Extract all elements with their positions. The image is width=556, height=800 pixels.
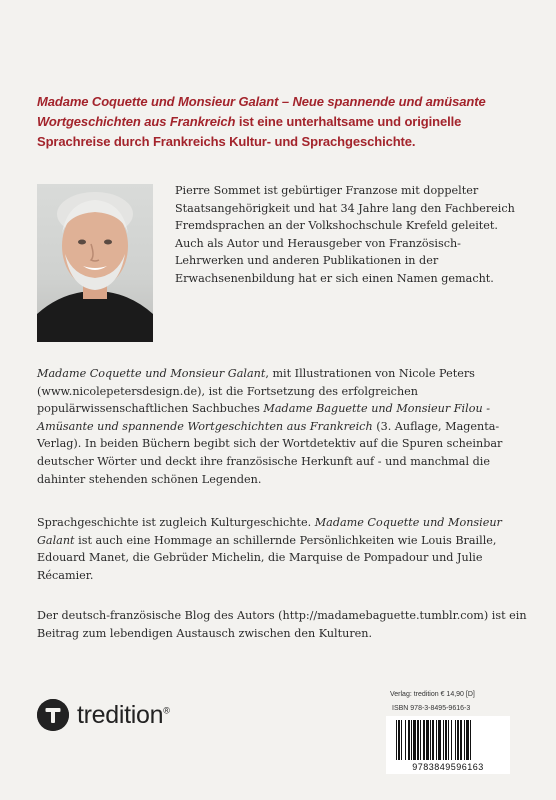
previous-book-title: Madame Baguette und Monsieur Filou - Amüsante und spannende Wortgeschichten aus Frankreich: [37, 402, 490, 433]
intro-text: ist eine unterhaltsame und originelle Sprachreise durch Frankreichs Kultur- und Sprachgeschichte.: [37, 114, 462, 149]
barcode-number: 9783849596163: [412, 762, 484, 772]
intro-title: Madame Coquette und Monsieur Galant – Neue spannende und amüsante Wortgeschichten aus Frankreich: [37, 94, 486, 129]
publisher-name: tredition®: [77, 700, 170, 729]
author-bio: Pierre Sommet ist gebürtiger Franzose mit doppelter Staatsangehörigkeit und hat 34 Jahre lang den Fachbereich Fremdsprachen an der Volkshochschule Krefeld geleitet. Auch als Autor und Herausgeber von Französisch-Lehrwerken und anderen Publikationen in der Erwachsenenbildung hat er sich einen Namen gemacht.: [175, 184, 515, 285]
barcode: [386, 716, 510, 774]
author-photo: [37, 184, 153, 342]
book-title-inline: Madame Coquette und Monsieur Galant: [37, 516, 502, 547]
barcode-bars: [386, 716, 510, 762]
culture-paragraph: Sprachgeschichte ist zugleich Kulturgeschichte. Madame Coquette und Monsieur Galant ist auch eine Hommage an schillernde Persönlichkeiten wie Louis Braille, Edouard Manet, die Gebrüder Michelin, die Marquise de Pompadour und Julie Récamier.: [37, 516, 502, 582]
book-description-paragraph: Madame Coquette und Monsieur Galant, mit Illustrationen von Nicole Peters (www.nicolepetersdesign.de), ist die Fortsetzung des erfolgreichen populärwissenschaftlichen Sachbuches Madame Baguette und Monsieur Filou - Amüsante und spannende Wortgeschichten aus Frankreich (3. Auflage, Magenta-Verlag). In beiden Büchern begibt sich der Wortdetektiv auf die Spuren scheinbar deutscher Wörter und deckt ihre französische Herkunft auf - und manchmal die dahinter stehenden schönen Legenden.: [37, 367, 503, 486]
publisher-logo: [37, 699, 170, 731]
price-line: Verlag: tredition € 14,90 [D]: [390, 691, 475, 698]
isbn-text: ISBN 978-3-8495-9616-3: [392, 705, 471, 712]
blog-paragraph: Der deutsch-französische Blog des Autors (http://madamebaguette.tumblr.com) ist ein Beitrag zum lebendigen Austausch zwischen den Kulturen.: [37, 609, 527, 640]
book-title: Madame Coquette und Monsieur Galant: [37, 367, 266, 380]
intro-blurb: [37, 92, 527, 152]
tredition-logo-icon: [37, 699, 69, 731]
